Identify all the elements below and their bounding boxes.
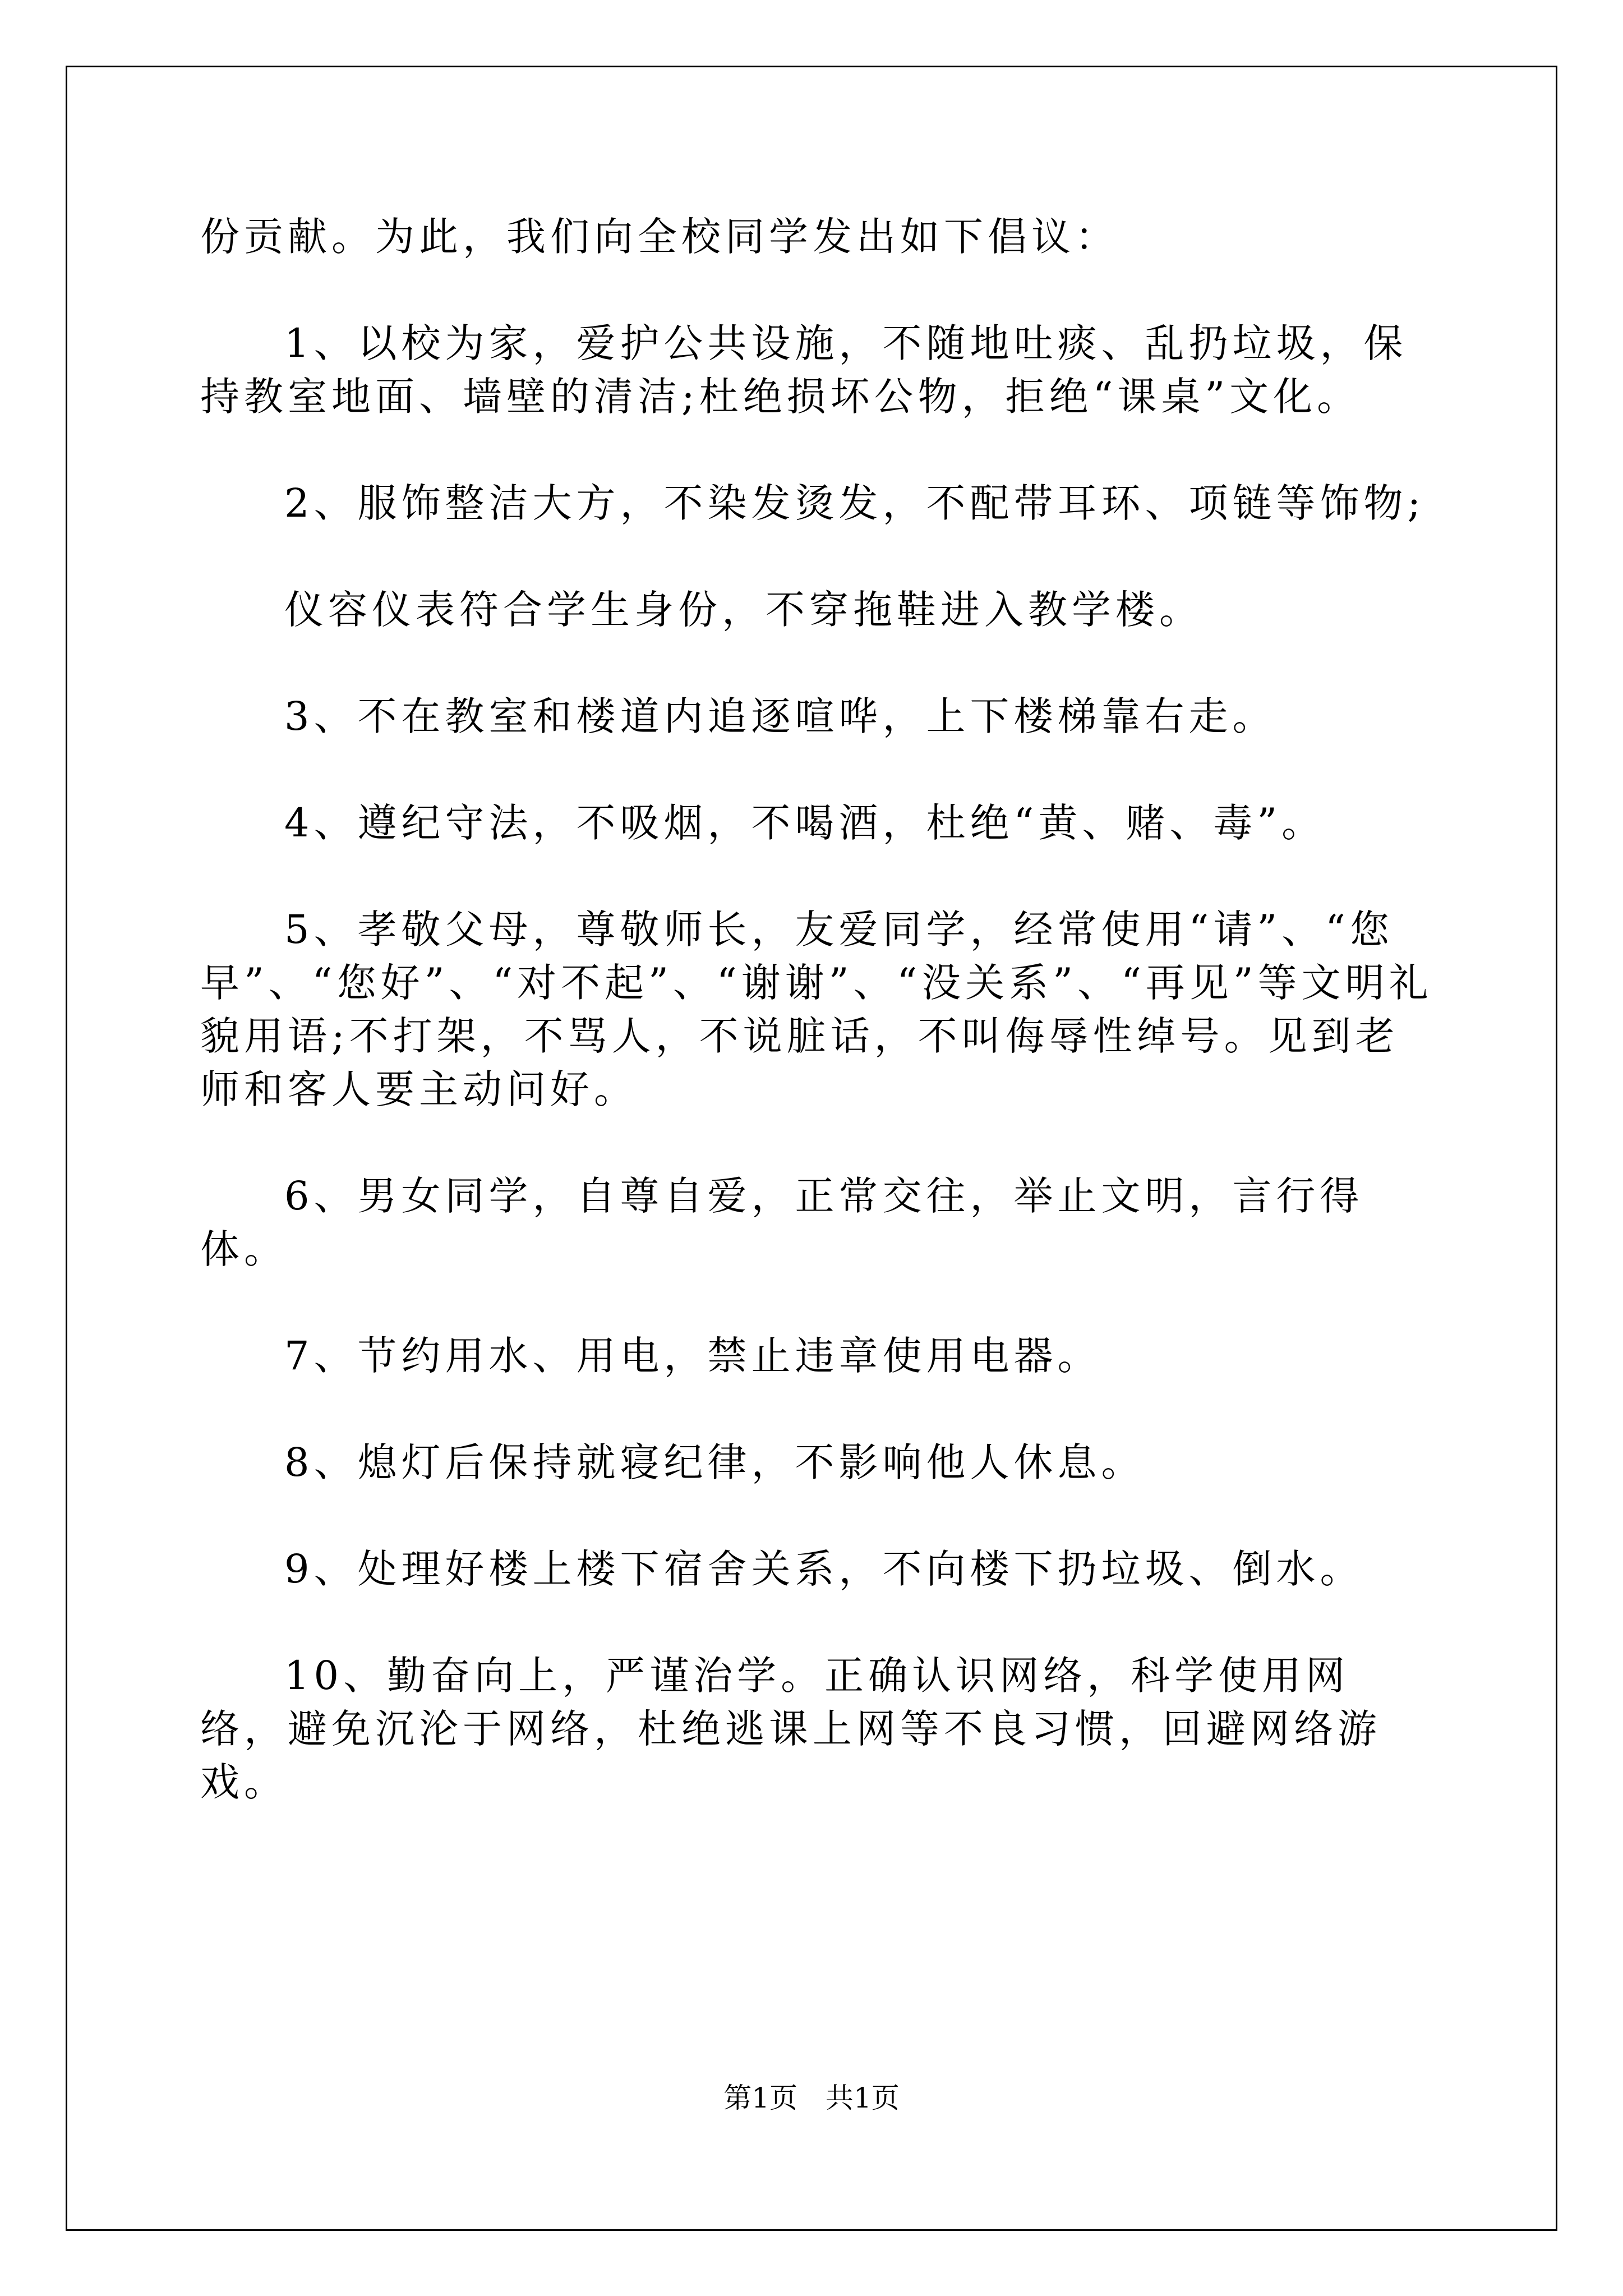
paragraph-item-6: 6、男女同学，自尊自爱，正常交往，举止文明，言行得体。 [200,1173,1364,1272]
paragraph-item-9: 9、处理好楼上楼下宿舍关系，不向楼下扔垃圾、倒水。 [284,1546,1364,1592]
paragraph-item-5: 5、孝敬父母，尊敬师长，友爱同学，经常使用“请”、“您早”、“您好”、“对不起”、“谢谢”、“没关系”、“再见”等文明礼貌用语;不打架，不骂人，不说脏话，不叫侮辱性绰号。见到老师和客人要主动问好。 [200,907,1433,1112]
document-body [200,210,1434,1862]
paragraph-item-3: 3、不在教室和楼道内追逐喧哗，上下楼梯靠右走。 [284,693,1276,739]
page-number-footer: 第1页 共1页 [723,2082,900,2114]
paragraph-item-7: 7、节约用水、用电，禁止违章使用电器。 [284,1333,1101,1379]
paragraph-item-2: 2、服饰整洁大方，不染发烫发，不配带耳环、项链等饰物; [284,480,1426,526]
paragraph-item-8: 8、熄灯后保持就寝纪律，不影响他人休息。 [284,1439,1145,1485]
paragraph-item-10: 10、勤奋向上，严谨治学。正确认识网络，科学使用网络，避免沉沦于网络，杜绝逃课上网等不良习惯，回避网络游戏。 [200,1653,1381,1805]
paragraph-intro: 份贡献。为此，我们向全校同学发出如下倡议： [200,214,1119,260]
paragraph-item-2-cont: 仪容仪表符合学生身份，不穿拖鞋进入教学楼。 [284,587,1203,633]
paragraph-item-1: 1、以校为家，爱护公共设施，不随地吐痰、乱扔垃圾，保持教室地面、墙壁的清洁;杜绝损坏公物，拒绝“课桌”文化。 [200,320,1408,420]
paragraph-item-4: 4、遵纪守法，不吸烟，不喝酒，杜绝“黄、赌、毒”。 [284,800,1326,846]
